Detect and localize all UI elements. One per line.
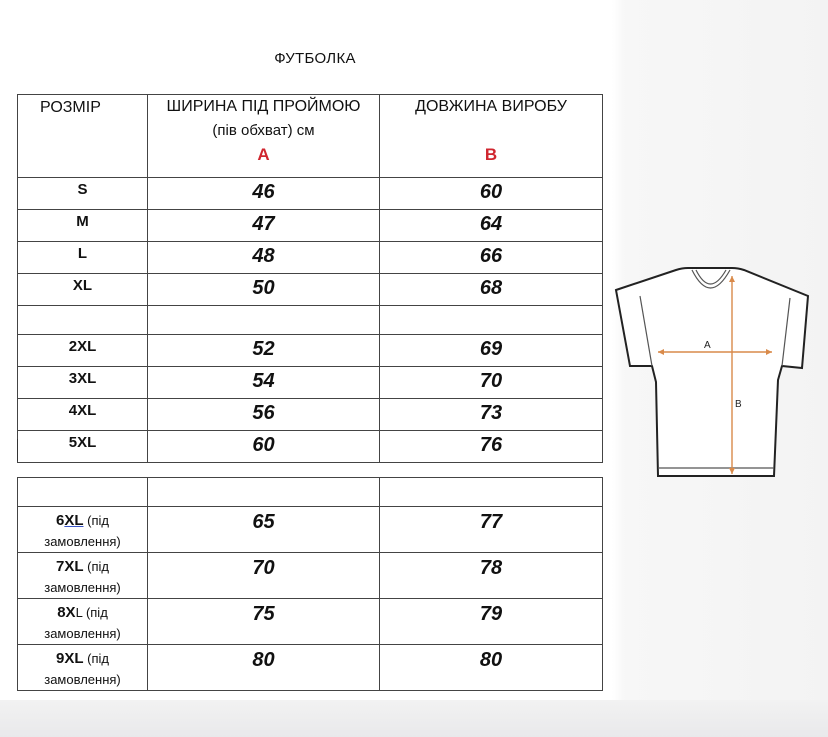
table-row	[18, 599, 603, 645]
width-cell: 48	[148, 242, 380, 274]
size-cell: XL	[18, 274, 148, 306]
length-cell: 77	[380, 507, 603, 553]
length-cell: 64	[380, 210, 603, 242]
size-table-on-order	[17, 477, 603, 691]
table-row	[18, 399, 603, 431]
header-width-letter: A	[257, 145, 270, 164]
size-cell: 3XL	[18, 367, 148, 399]
size-cell: L	[18, 242, 148, 274]
header-width-note: (пів обхват) см	[212, 122, 315, 139]
size-cell: 6XL (під замовлення)	[18, 507, 148, 553]
width-cell: 75	[148, 599, 380, 645]
empty-cell	[18, 306, 148, 335]
tshirt-diagram	[614, 262, 814, 484]
width-cell: 70	[148, 553, 380, 599]
size-cell: 8XL (під замовлення)	[18, 599, 148, 645]
header-size: РОЗМІР	[18, 95, 148, 178]
header-width-label: ШИРИНА ПІД ПРОЙМОЮ	[166, 98, 361, 115]
width-cell: 60	[148, 431, 380, 463]
measure-a-label: A	[704, 340, 711, 351]
width-cell: 52	[148, 335, 380, 367]
size-cell: M	[18, 210, 148, 242]
table-row	[18, 431, 603, 463]
table-row	[18, 178, 603, 210]
table-row	[18, 274, 603, 306]
width-cell: 50	[148, 274, 380, 306]
table-row	[18, 507, 603, 553]
table-row	[18, 367, 603, 399]
page-margin-bottom	[0, 700, 828, 737]
header-length-label: ДОВЖИНА ВИРОБУ	[415, 98, 567, 115]
empty-cell	[380, 478, 603, 507]
width-cell: 54	[148, 367, 380, 399]
length-cell: 76	[380, 431, 603, 463]
table-row-empty	[18, 306, 603, 335]
header-length-letter: B	[484, 145, 498, 164]
table-row	[18, 242, 603, 274]
table-row	[18, 553, 603, 599]
empty-cell	[380, 306, 603, 335]
tshirt-outline	[616, 268, 808, 476]
length-cell: 79	[380, 599, 603, 645]
width-cell: 56	[148, 399, 380, 431]
text-cursor	[17, 439, 18, 461]
length-cell: 69	[380, 335, 603, 367]
table-row	[18, 210, 603, 242]
length-cell: 73	[380, 399, 603, 431]
width-cell: 65	[148, 507, 380, 553]
header-length	[380, 95, 603, 178]
length-cell: 60	[380, 178, 603, 210]
size-cell: 4XL	[18, 399, 148, 431]
table-header-row	[18, 95, 603, 178]
width-cell: 47	[148, 210, 380, 242]
size-cell: 9XL (під замовлення)	[18, 645, 148, 691]
size-cell: 7XL (під замовлення)	[18, 553, 148, 599]
size-cell: S	[18, 178, 148, 210]
table-row	[18, 335, 603, 367]
document-title: ФУТБОЛКА	[274, 50, 356, 67]
table-row	[18, 645, 603, 691]
empty-cell	[148, 478, 380, 507]
empty-cell	[148, 306, 380, 335]
length-cell: 78	[380, 553, 603, 599]
width-cell: 80	[148, 645, 380, 691]
header-width	[148, 95, 380, 178]
length-cell: 70	[380, 367, 603, 399]
length-cell: 80	[380, 645, 603, 691]
width-cell: 46	[148, 178, 380, 210]
size-cell: 5XL	[18, 431, 148, 463]
size-cell: 2XL	[18, 335, 148, 367]
empty-cell	[18, 478, 148, 507]
table-row-empty	[18, 478, 603, 507]
measure-b-label: B	[735, 399, 742, 410]
length-cell: 68	[380, 274, 603, 306]
length-cell: 66	[380, 242, 603, 274]
size-table-main	[17, 94, 603, 463]
